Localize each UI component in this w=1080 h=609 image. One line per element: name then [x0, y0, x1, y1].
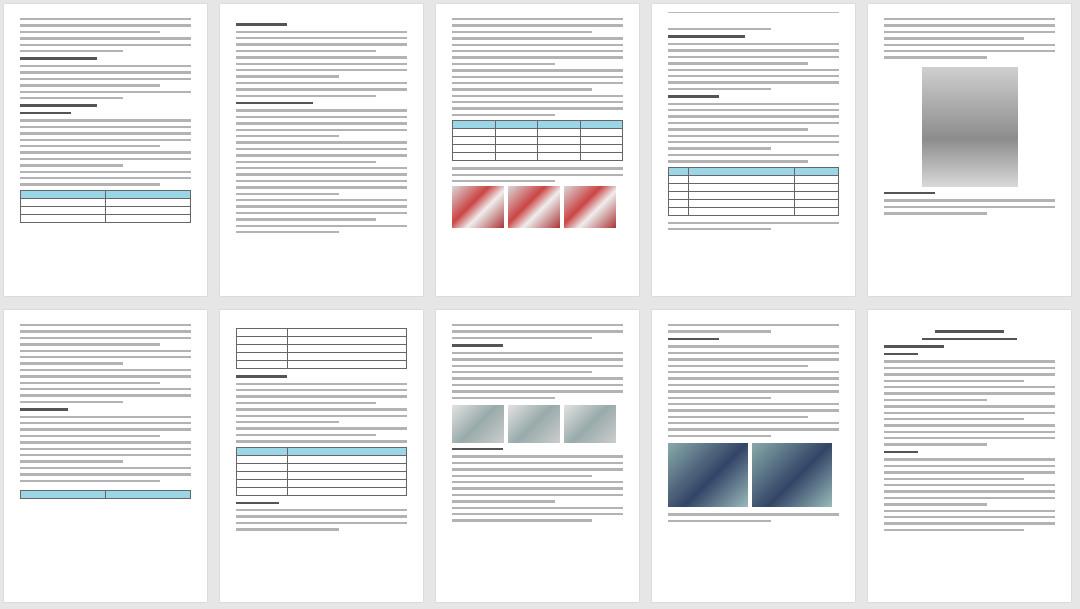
- page-2[interactable]: [220, 4, 423, 296]
- page-10[interactable]: [868, 310, 1071, 602]
- responsibility-table: [20, 190, 191, 223]
- page-8[interactable]: [436, 310, 639, 602]
- page-5[interactable]: [868, 4, 1071, 296]
- page-1[interactable]: [4, 4, 207, 296]
- equipment-table: [668, 167, 839, 216]
- items-table-a: [236, 328, 407, 369]
- page-3[interactable]: [436, 4, 639, 296]
- page-7[interactable]: [220, 310, 423, 602]
- page-9[interactable]: [652, 310, 855, 602]
- photo-icon: [508, 186, 560, 228]
- photo-icon: [752, 443, 832, 507]
- photo-icon: [668, 443, 748, 507]
- items-table-b: [236, 447, 407, 496]
- summary-table: [20, 490, 191, 499]
- photo-icon: [452, 405, 504, 443]
- photo-icon: [922, 67, 1018, 187]
- photo-icon: [564, 186, 616, 228]
- schedule-table: [452, 120, 623, 161]
- page-4[interactable]: [652, 4, 855, 296]
- photo-icon: [564, 405, 616, 443]
- photo-icon: [452, 186, 504, 228]
- photo-icon: [508, 405, 560, 443]
- page-6[interactable]: [4, 310, 207, 602]
